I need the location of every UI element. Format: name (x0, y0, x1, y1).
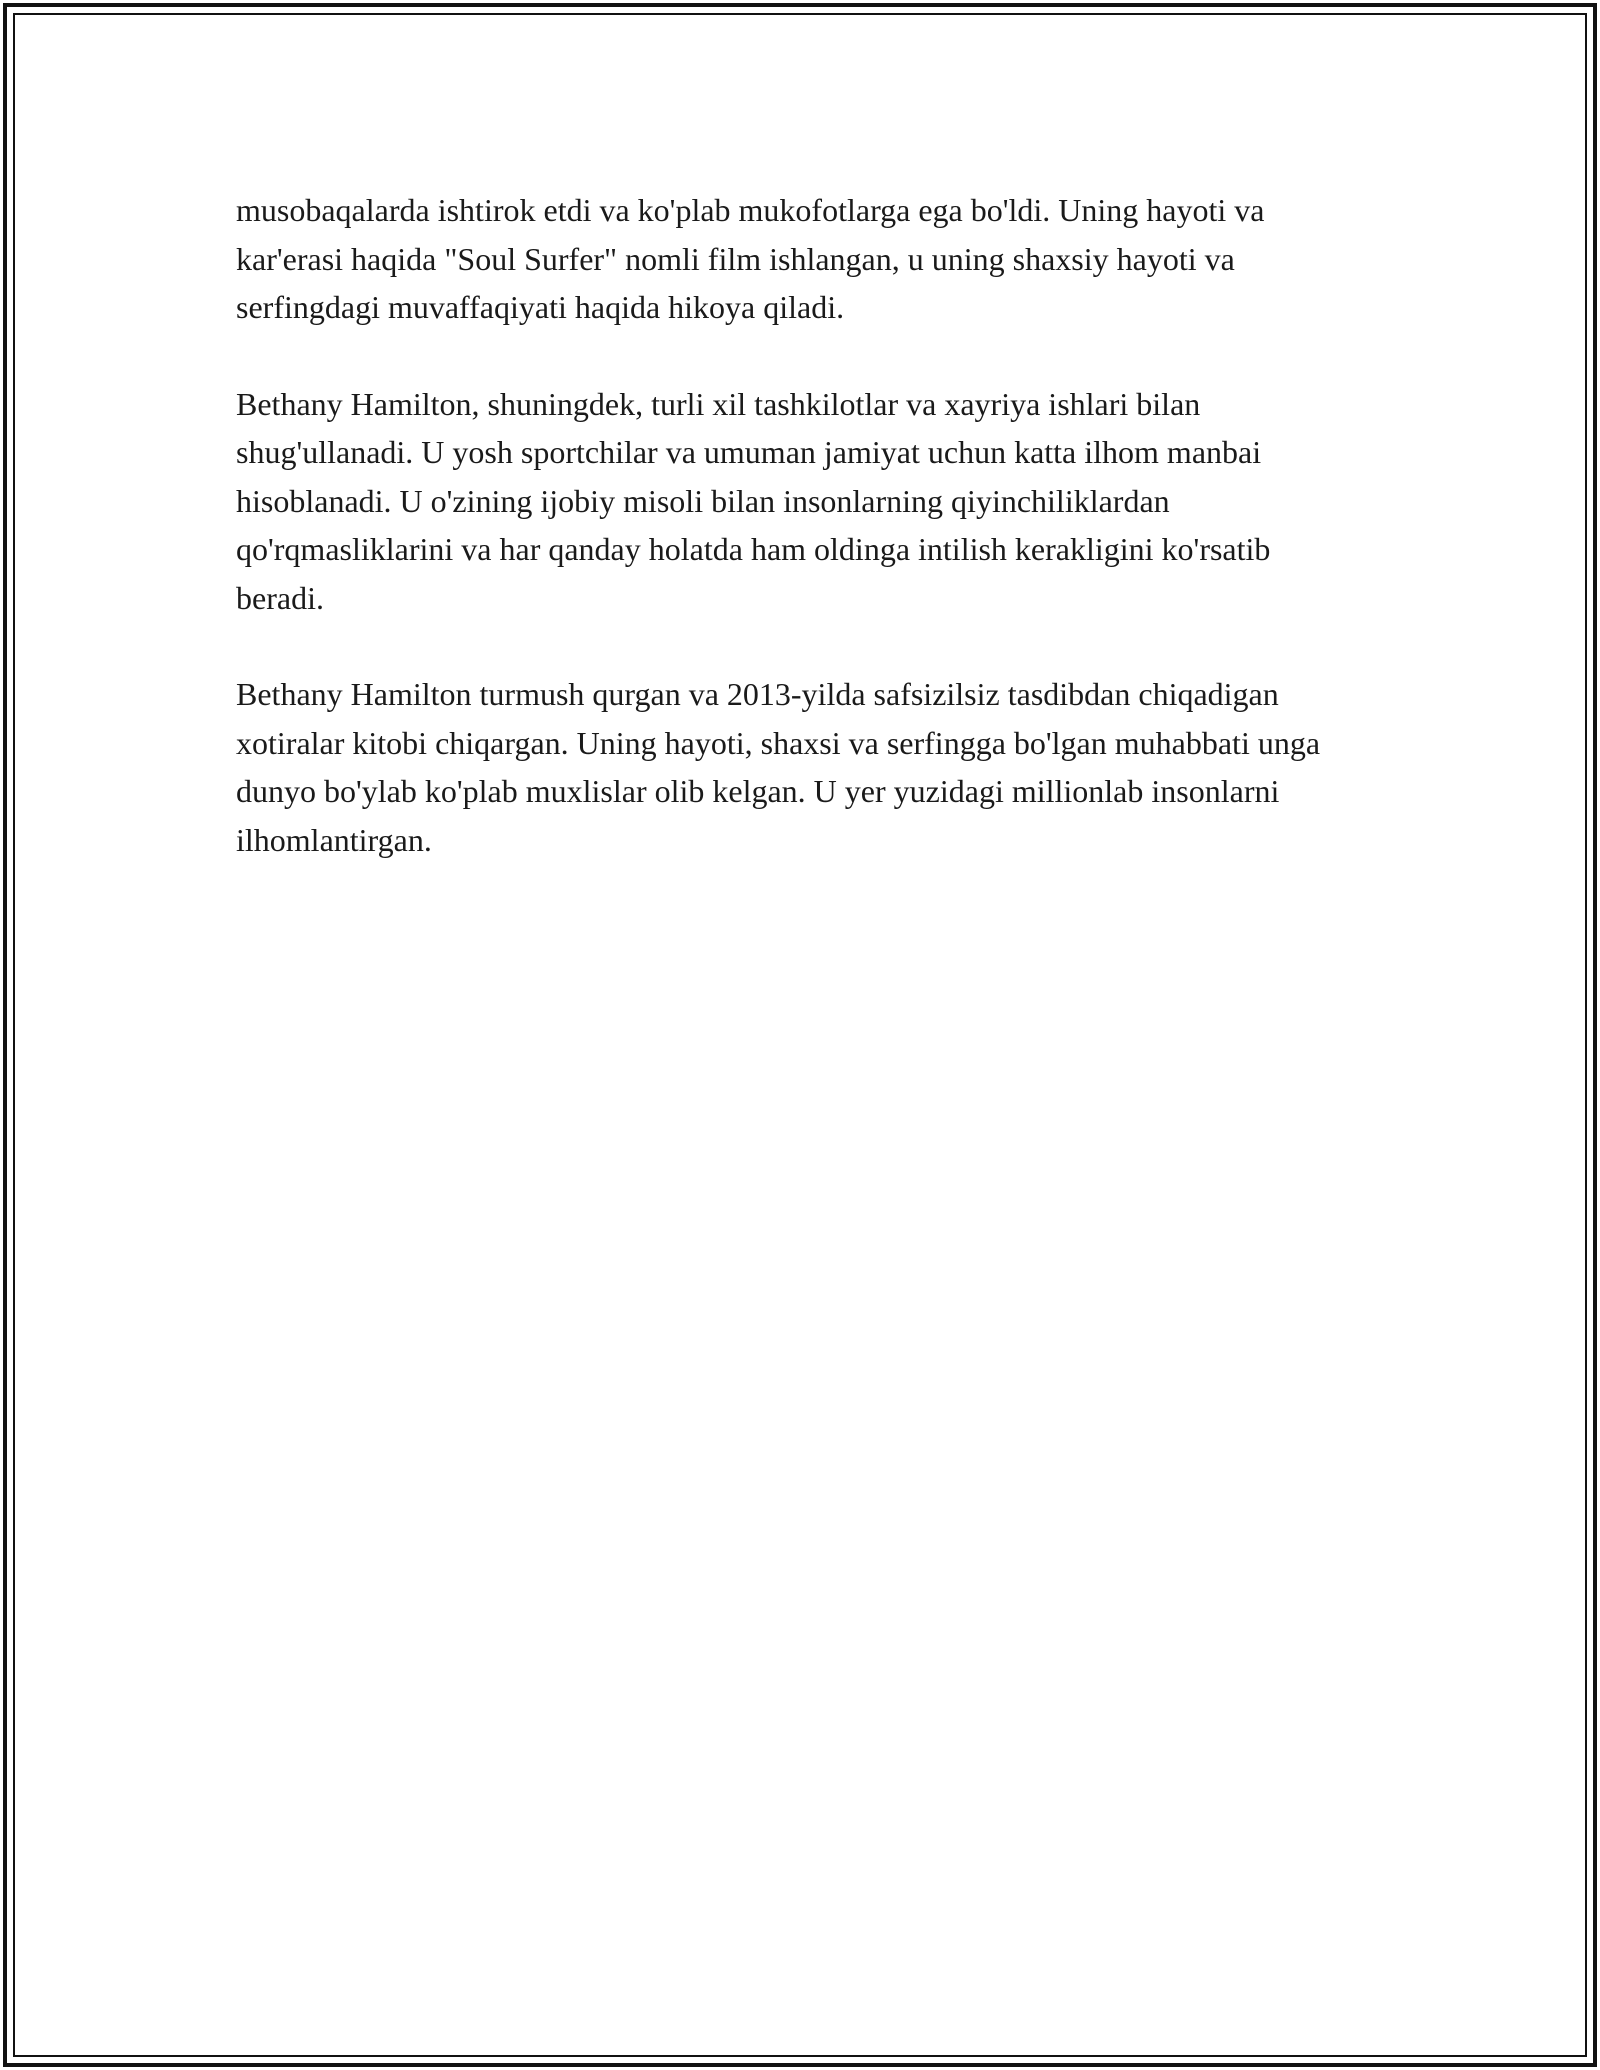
paragraph-1: musobaqalarda ishtirok etdi va ko'plab mukofotlarga ega bo'ldi. Uning hayoti va kar'erasi haqida "Soul Surfer" nomli film ishlangan, u uning shaxsiy hayoti va serfingdagi muvaffaqiyati haqida hikoya qiladi. (236, 192, 1265, 325)
page-body (236, 186, 1366, 912)
paragraph-2: Bethany Hamilton, shuningdek, turli xil tashkilotlar va xayriya ishlari bilan shug'ullanadi. U yosh sportchilar va umuman jamiyat uchun katta ilhom manbai hisoblanadi. U o'zining ijobiy misoli bilan insonlarning qiyinchiliklardan qo'rqmasliklarini va har qanday holatda ham oldinga intilish kerakligini ko'rsatib beradi. (236, 385, 1271, 616)
paragraph-3: Bethany Hamilton turmush qurgan va 2013-yilda safsizilsiz tasdibdan chiqadigan xotiralar kitobi chiqargan. Uning hayoti, shaxsi va serfingga bo'lgan muhabbati unga dunyo bo'ylab ko'plab muxlislar olib kelgan. U yer yuzidagi millionlab insonlarni ilhomlantirgan. (236, 676, 1321, 858)
